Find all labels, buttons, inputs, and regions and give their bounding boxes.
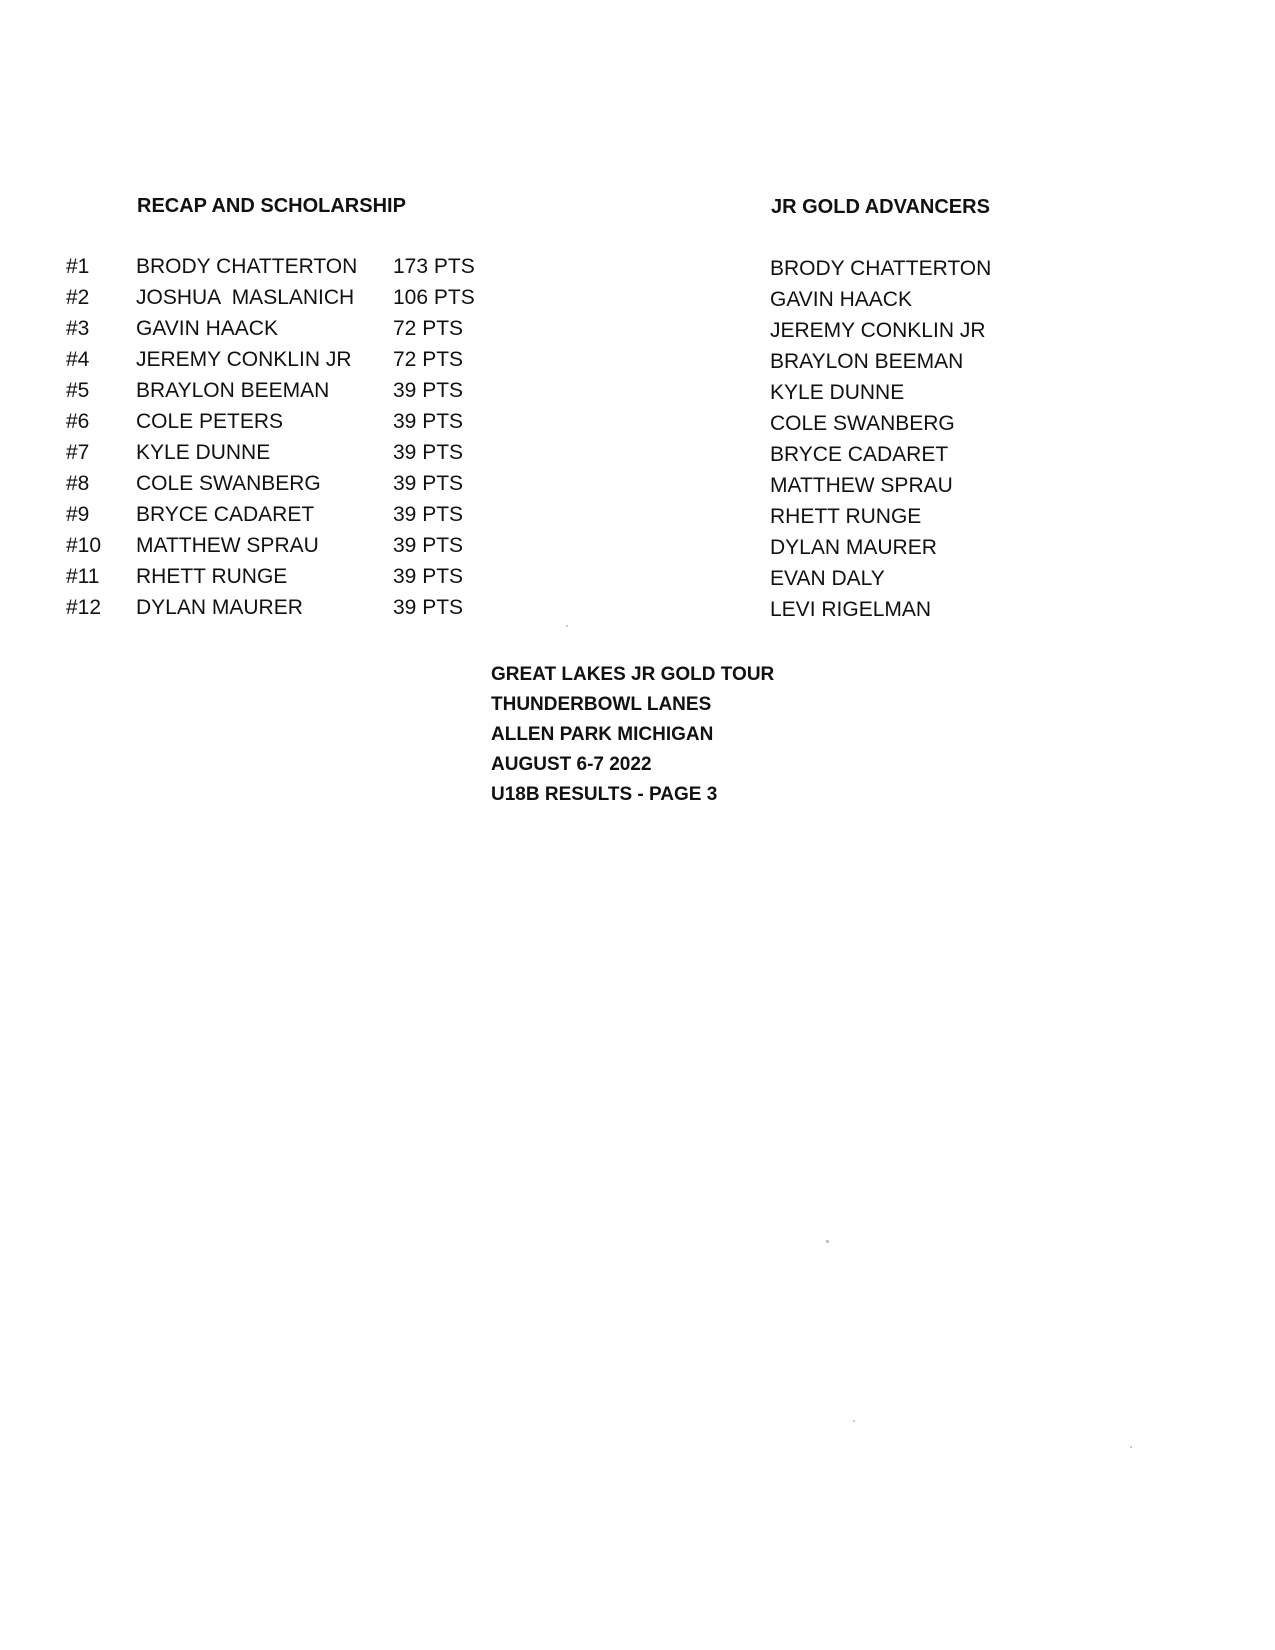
advancer-name: BRAYLON BEEMAN [770, 350, 964, 373]
rank: #7 [66, 441, 90, 464]
advancer-name: COLE SWANBERG [770, 412, 955, 435]
recap-row [0, 534, 600, 565]
player-name: JOSHUA MASLANICH [136, 286, 355, 309]
rank: #8 [66, 472, 90, 495]
player-name: COLE SWANBERG [136, 472, 321, 495]
event-date: AUGUST 6-7 2022 [491, 754, 652, 775]
player-name: BRAYLON BEEMAN [136, 379, 330, 402]
rank: #5 [66, 379, 90, 402]
rank: #1 [66, 255, 90, 278]
points: 39 PTS [393, 472, 464, 495]
player-name: KYLE DUNNE [136, 441, 271, 464]
points: 39 PTS [393, 503, 464, 526]
points: 173 PTS [393, 255, 475, 278]
rank: #3 [66, 317, 90, 340]
recap-row [0, 255, 600, 286]
advancer-name: RHETT RUNGE [770, 505, 922, 528]
recap-row [0, 286, 600, 317]
advancer-name: BRYCE CADARET [770, 443, 949, 466]
points: 39 PTS [393, 565, 464, 588]
points: 106 PTS [393, 286, 475, 309]
advancer-name: LEVI RIGELMAN [770, 598, 932, 621]
points: 39 PTS [393, 379, 464, 402]
points: 39 PTS [393, 410, 464, 433]
player-name: BRODY CHATTERTON [136, 255, 358, 278]
scan-speck [826, 1240, 829, 1243]
player-name: COLE PETERS [136, 410, 284, 433]
advancer-name: BRODY CHATTERTON [770, 257, 992, 280]
scan-speck [566, 625, 568, 627]
recap-row [0, 503, 600, 534]
venue-location: ALLEN PARK MICHIGAN [491, 724, 714, 745]
player-name: BRYCE CADARET [136, 503, 315, 526]
recap-row [0, 596, 600, 627]
rank: #10 [66, 534, 102, 557]
results-page-label: U18B RESULTS - PAGE 3 [491, 784, 718, 805]
rank: #2 [66, 286, 90, 309]
event-info [491, 660, 774, 810]
points: 39 PTS [393, 534, 464, 557]
recap-row [0, 565, 600, 596]
advancers-list [770, 257, 991, 629]
recap-row [0, 317, 600, 348]
advancer-name: JEREMY CONKLIN JR [770, 319, 986, 342]
rank: #11 [66, 565, 100, 588]
advancer-name: KYLE DUNNE [770, 381, 905, 404]
venue-name: THUNDERBOWL LANES [491, 694, 712, 715]
points: 39 PTS [393, 596, 464, 619]
tour-name: GREAT LAKES JR GOLD TOUR [491, 664, 775, 685]
player-name: JEREMY CONKLIN JR [136, 348, 352, 371]
rank: #4 [66, 348, 90, 371]
recap-row [0, 379, 600, 410]
advancer-name: GAVIN HAACK [770, 288, 912, 311]
recap-list [0, 255, 600, 627]
rank: #12 [66, 596, 102, 619]
advancers-heading: JR GOLD ADVANCERS [771, 196, 990, 218]
player-name: DYLAN MAURER [136, 596, 303, 619]
recap-heading: RECAP AND SCHOLARSHIP [137, 195, 406, 217]
scan-speck [1130, 1446, 1132, 1448]
recap-row [0, 472, 600, 503]
recap-row [0, 441, 600, 472]
points: 72 PTS [393, 348, 464, 371]
advancer-name: MATTHEW SPRAU [770, 474, 953, 497]
recap-row [0, 410, 600, 441]
player-name: MATTHEW SPRAU [136, 534, 319, 557]
advancer-name: EVAN DALY [770, 567, 885, 590]
player-name: RHETT RUNGE [136, 565, 288, 588]
player-name: GAVIN HAACK [136, 317, 278, 340]
points: 39 PTS [393, 441, 464, 464]
rank: #9 [66, 503, 90, 526]
recap-row [0, 348, 600, 379]
advancer-name: DYLAN MAURER [770, 536, 937, 559]
points: 72 PTS [393, 317, 464, 340]
rank: #6 [66, 410, 90, 433]
scan-speck [853, 1420, 855, 1422]
